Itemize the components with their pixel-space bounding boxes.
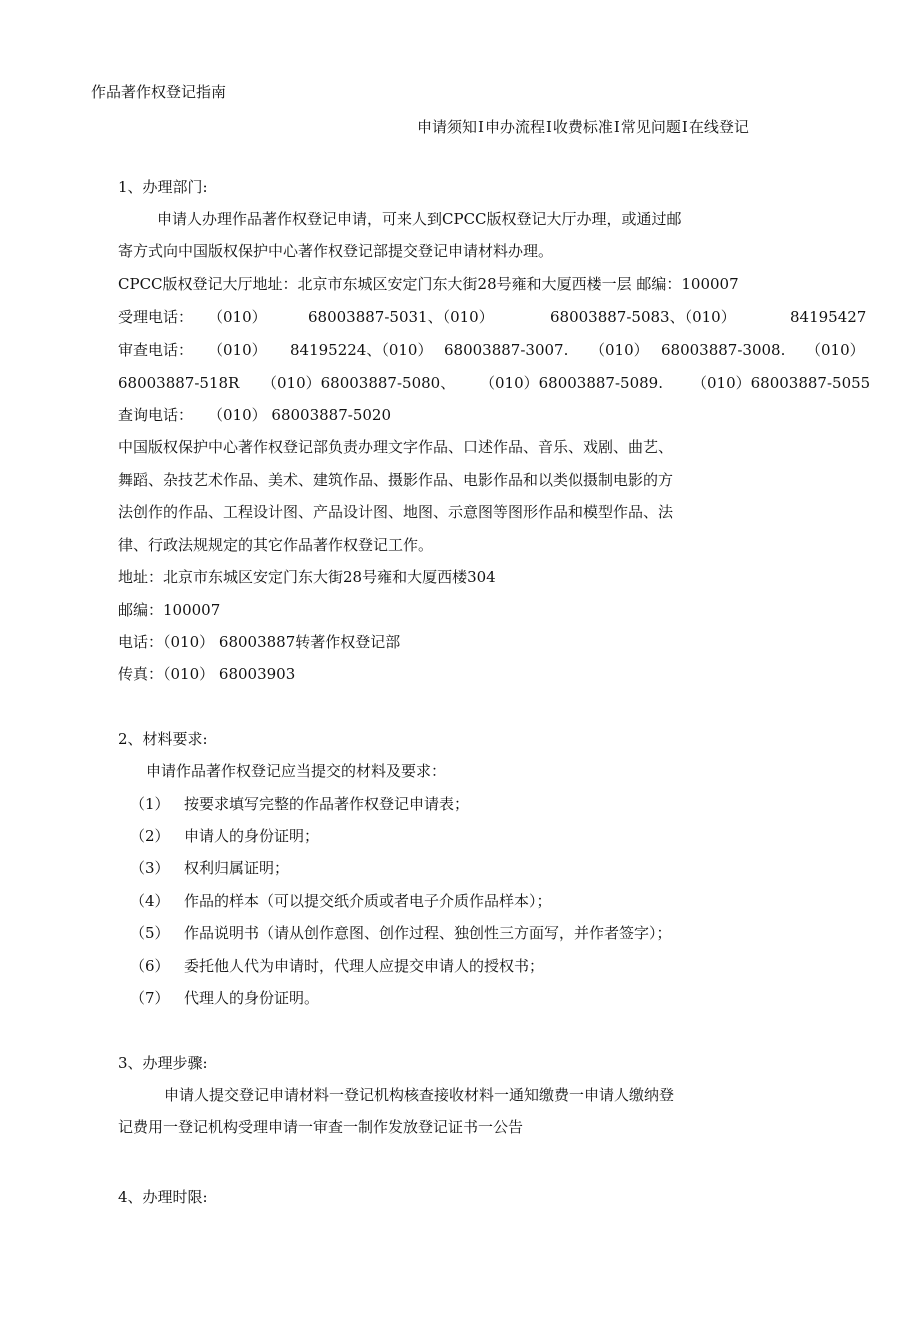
section2-intro: 申请作品著作权登记应当提交的材料及要求：: [146, 762, 447, 780]
material-item-num: （6）: [130, 957, 170, 975]
material-item-num: （4）: [130, 892, 170, 910]
dept-line2: 舞蹈、杂技艺术作品、美术、建筑作品、摄影作品、电影作品和以类似摄制电影的方: [118, 471, 674, 489]
material-item-num: （3）: [130, 859, 170, 877]
nav-online-register[interactable]: 在线登记: [688, 118, 749, 136]
nav-fees[interactable]: 收费标准: [552, 118, 613, 136]
material-item-num: （1）: [130, 795, 170, 813]
dept-line3: 法创作的作品、工程设计图、产品设计图、地图、示意图等图形作品和模型作品、法: [118, 503, 674, 521]
review-phone-3: 68003887-3007.: [444, 341, 569, 359]
accept-phones-row: [118, 307, 878, 327]
review-phone-9: （010）68003887-5089.: [480, 374, 663, 392]
accept-phone-3: 68003887-5083、（010）: [550, 308, 736, 326]
review-phone-label: 审查电话：: [118, 341, 194, 359]
dept-line1: 中国版权保护中心著作权登记部负责办理文字作品、口述作品、音乐、戏剧、曲艺、: [118, 438, 674, 456]
nav-faq[interactable]: 常见问题: [620, 118, 681, 136]
query-phone-label: 查询电话：: [118, 406, 194, 424]
material-item-text: 作品的样本（可以提交纸介质或者电子介质作品样本）；: [184, 892, 552, 910]
dept-fax: 传真：（010） 68003903: [118, 665, 296, 683]
review-phones-row-2: [118, 373, 878, 393]
section3-line2: 记费用一登记机构受理申请一审查一制作发放登记证书一公告: [118, 1118, 524, 1136]
material-item: [130, 956, 830, 976]
review-phone-10: （010）68003887-5055: [692, 374, 871, 392]
review-phone-2: 84195224、（010）: [290, 341, 433, 359]
accept-phone-1: （010）: [208, 308, 267, 326]
guide-nav: [417, 117, 749, 137]
material-item-text: 权利归属证明；: [184, 859, 290, 877]
review-phone-5: 68003887-3008.: [661, 341, 786, 359]
nav-separator: I: [681, 118, 688, 136]
page-title: 作品著作权登记指南: [91, 83, 227, 101]
hall-address: CPCC版权登记大厅地址：北京市东城区安定门东大街28号雍和大厦西楼一层 邮编：100007: [118, 275, 739, 293]
material-item: [130, 891, 830, 911]
section3-line1: 申请人提交登记申请材料一登记机构核查接收材料一通知缴费一申请人缴纳登: [164, 1086, 675, 1104]
material-item-num: （5）: [130, 924, 170, 942]
query-phone-row: [118, 405, 518, 425]
review-phone-7: 68003887-518R: [118, 374, 240, 392]
section2-heading: 2、材料要求:: [118, 730, 208, 748]
review-phone-1: （010）: [208, 341, 267, 359]
material-item-text: 作品说明书（请从创作意图、创作过程、独创性三方面写，并作者签字）；: [184, 924, 672, 942]
section1-heading: 1、办理部门:: [118, 178, 208, 196]
review-phone-8: （010）68003887-5080、: [262, 374, 456, 392]
section1-para1-line2: 寄方式向中国版权保护中心著作权登记部提交登记申请材料办理。: [118, 242, 554, 260]
review-phone-4: （010）: [590, 341, 649, 359]
material-item: [130, 794, 830, 814]
nav-process[interactable]: 申办流程: [484, 118, 545, 136]
material-item: [130, 826, 830, 846]
review-phone-6: （010）: [806, 341, 865, 359]
query-phone: （010） 68003887-5020: [208, 406, 391, 424]
accept-phone-4: 84195427: [790, 308, 867, 326]
nav-separator: I: [545, 118, 552, 136]
material-item: [130, 858, 830, 878]
material-item-text: 按要求填写完整的作品著作权登记申请表；: [184, 795, 470, 813]
dept-line4: 律、行政法规规定的其它作品著作权登记工作。: [118, 536, 434, 554]
accept-phone-2: 68003887-5031、（010）: [308, 308, 494, 326]
nav-apply-notice[interactable]: 申请须知: [417, 118, 478, 136]
material-item: [130, 988, 830, 1008]
section4-heading: 4、办理时限:: [118, 1188, 208, 1206]
nav-separator: I: [478, 118, 484, 136]
review-phones-row: [118, 340, 878, 360]
accept-phone-label: 受理电话：: [118, 308, 194, 326]
material-item-text: 申请人的身份证明；: [184, 827, 320, 845]
dept-postcode: 邮编：100007: [118, 601, 221, 619]
dept-phone: 电话：（010） 68003887转著作权登记部: [118, 633, 401, 651]
material-item: [130, 923, 830, 943]
section1-para1-line1: 申请人办理作品著作权登记申请，可来人到CPCC版权登记大厅办理，或通过邮: [157, 210, 682, 228]
material-item-num: （2）: [130, 827, 170, 845]
material-item-text: 委托他人代为申请时，代理人应提交申请人的授权书；: [184, 957, 545, 975]
section3-heading: 3、办理步骤:: [118, 1054, 208, 1072]
material-item-text: 代理人的身份证明。: [184, 989, 320, 1007]
nav-separator: I: [613, 118, 620, 136]
material-item-num: （7）: [130, 989, 170, 1007]
dept-address: 地址：北京市东城区安定门东大街28号雍和大厦西楼304: [118, 568, 496, 586]
